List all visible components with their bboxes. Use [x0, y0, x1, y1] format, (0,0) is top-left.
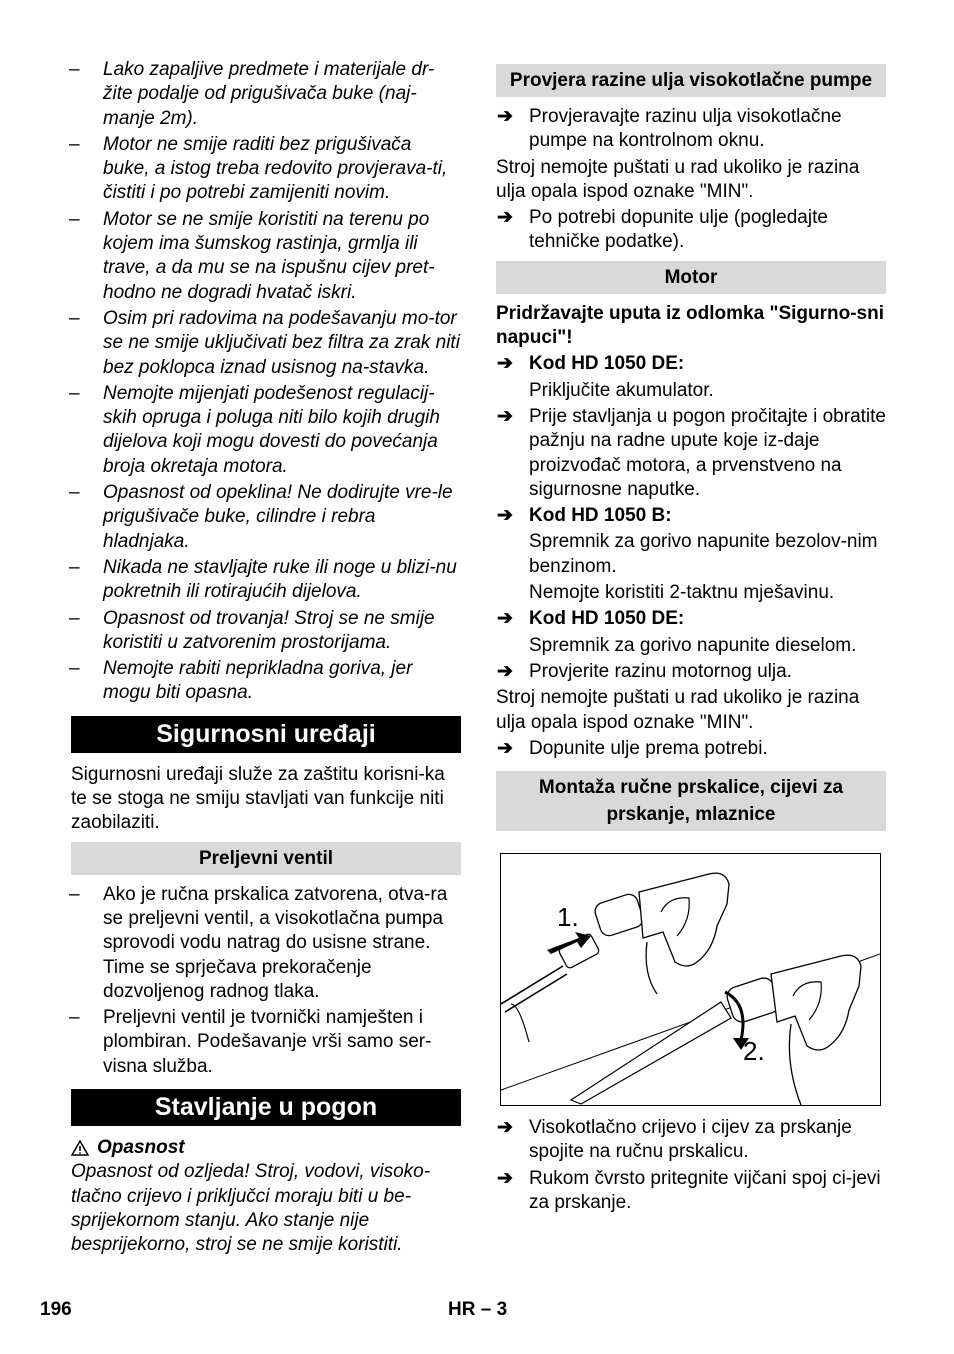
arrow-right-icon: ➔	[497, 608, 513, 630]
instruction-step: ➔ Dopunite ulje prema potrebi.	[496, 737, 886, 761]
list-item: – Opasnost od opeklina! Ne dodirujte vre-le prigušivače buke, cilindre i rebra hladnjaka.	[69, 482, 453, 552]
step-detail: Spremnik za gorivo napunite bezolov-nim benzinom.	[529, 531, 878, 577]
subheading-oil-level: Provjera razine ulja visokotlačne pumpe	[496, 64, 886, 97]
danger-text: Opasnost od ozljeda! Stroj, vodovi, visoko-tlačno crijevo i priključci moraju biti u be-sprijekornom stanju. Ako stanje nije besprijekorno, stroj se ne smije koristiti.	[71, 1161, 431, 1256]
instruction-step: ➔ Prije stavljanja u pogon pročitajte i obratite pažnju na radne upute koje iz-daje proizvođač motora, a prvenstveno na sigurnosne naputke.	[497, 405, 886, 500]
instruction-step: ➔ Po potrebi dopunite ulje (pogledajte tehničke podatke).	[497, 207, 828, 253]
arrow-right-icon: ➔	[497, 1167, 513, 1189]
arrow-right-icon: ➔	[497, 737, 513, 759]
subheading-motor: Motor	[496, 261, 886, 294]
warning-triangle-icon	[71, 1140, 89, 1156]
page-number: 196	[40, 1299, 72, 1320]
list-item: – Opasnost od trovanja! Stroj se ne smije koristiti u zatvorenim prostorijama.	[69, 607, 435, 653]
instruction-step: ➔ Kod HD 1050 DE:	[496, 607, 886, 631]
list-item: – Ako je ručna prskalica zatvorena, otva-ra se preljevni ventil, a visokotlačna pumpa sprovodi vodu natrag do usisne strane. Time se sprječava prekoračenje dozvoljenog radnog tlaka.	[69, 883, 448, 1002]
subheading-overflow-valve: Preljevni ventil	[71, 842, 461, 875]
step-detail: Spremnik za gorivo napunite dieselom.	[529, 634, 857, 656]
instruction-step: ➔ Kod HD 1050 DE:	[496, 352, 886, 376]
list-item: – Motor se ne smije koristiti na terenu po kojem ima šumskog rastinja, grmlja ili trave, a da mu se na ispušnu cijev pret-hodno ne dogradi hvatač iskri.	[69, 208, 435, 303]
section-heading-safety: Sigurnosni uređaji	[71, 716, 461, 753]
instruction-step: ➔ Kod HD 1050 B:	[496, 504, 886, 528]
instruction-step: ➔ Visokotlačno crijevo i cijev za prskanje spojite na ručnu prskalicu.	[497, 1117, 852, 1163]
instruction-step: ➔ Rukom čvrsto pritegnite vijčani spoj ci-jevi za prskanje.	[497, 1167, 881, 1214]
step-detail: Priključite akumulator.	[529, 379, 714, 401]
spray-gun-assembly-diagram	[501, 854, 880, 1105]
mounting-illustration	[500, 853, 881, 1106]
step-one-label: 1.	[557, 902, 579, 933]
right-column	[496, 64, 886, 1217]
arrow-right-icon: ➔	[497, 353, 513, 375]
section-heading-startup: Stavljanje u pogon	[71, 1089, 461, 1126]
note-paragraph: Stroj nemojte puštati u rad ukoliko je razina ulja opala ispod oznake "MIN".	[496, 156, 860, 202]
list-item: – Nemojte rabiti neprikladna goriva, jer mogu biti opasna.	[69, 658, 413, 704]
step-two-label: 2.	[743, 1036, 765, 1067]
arrow-right-icon: ➔	[497, 1117, 513, 1139]
list-item: – Osim pri radovima na podešavanju mo-tor se ne smije uključivati bez filtra za zrak niti bez poklopca iznad usisnog na-stavka.	[69, 307, 460, 378]
list-item: – Lako zapaljive predmete i materijale dr-žite podalje od prigušivača buke (naj-manje 2m).	[69, 59, 435, 129]
arrow-right-icon: ➔	[497, 106, 513, 127]
section-footer: HR – 3	[448, 1299, 508, 1320]
arrow-right-icon: ➔	[497, 660, 513, 682]
arrow-right-icon: ➔	[497, 207, 513, 229]
subheading-mounting: Montaža ručne prskalice, cijevi za prskanje, mlaznice	[496, 771, 886, 831]
step-detail: Nemojte koristiti 2-taktnu mješavinu.	[529, 582, 835, 604]
instruction-step: ➔ Provjerite razinu motornog ulja.	[496, 660, 886, 684]
list-item: – Motor ne smije raditi bez prigušivača buke, a istog treba redovito provjerava-ti, čistiti i po potrebi zamijeniti novim.	[69, 133, 448, 204]
list-item: – Nemojte mijenjati podešenost regulacij-skih opruga i poluga niti bilo kojih drugih dijelova koji mogu dovesti do povećanja broja okretaja motora.	[69, 382, 440, 477]
left-column	[71, 58, 461, 1257]
danger-heading: Opasnost	[71, 1136, 461, 1160]
safety-paragraph: Sigurnosni uređaji služe za zaštitu korisni-ka te se stoga ne smiju stavljati van funkcije niti zaobilaziti.	[71, 763, 445, 834]
motor-intro: Pridržavajte uputa iz odlomka "Sigurno-sni napuci"!	[496, 302, 885, 349]
note-paragraph: Stroj nemojte puštati u rad ukoliko je razina ulja opala ispod oznake "MIN".	[496, 687, 860, 733]
instruction-step: ➔ Provjeravajte razinu ulja visokotlačne pumpe na kontrolnom oknu.	[497, 106, 842, 152]
list-item: – Nikada ne stavljajte ruke ili noge u blizi-nu pokretnih ili rotirajućih dijelova.	[69, 556, 457, 603]
list-item: – Preljevni ventil je tvornički namješten i plombiran. Podešavanje vrši samo ser-visna služba.	[69, 1007, 432, 1077]
arrow-right-icon: ➔	[497, 505, 513, 527]
arrow-right-icon: ➔	[497, 405, 513, 427]
